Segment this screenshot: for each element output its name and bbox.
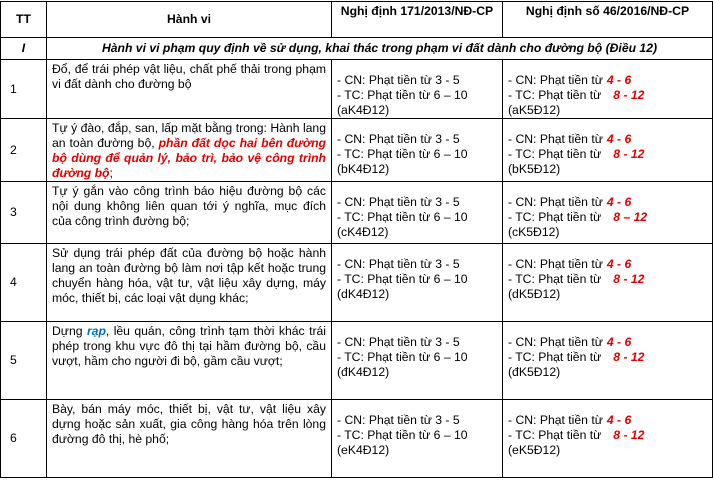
row-behavior (47, 182, 332, 244)
row-decree-46 (503, 60, 713, 119)
new-cn-penalty (508, 413, 707, 428)
new-cn-penalty (508, 335, 707, 350)
new-tc-penalty (508, 147, 707, 162)
new-code: (bK5Đ12) (508, 162, 561, 176)
new-tc-label: - TC: Phạt tiền từ (508, 88, 602, 102)
behavior-text: Tự ý đào, đắp, san, lấp mặt bằng trong: Hành lang an toàn đường bộ, (52, 121, 326, 150)
new-tc-label: - TC: Phạt tiền từ (508, 147, 602, 161)
row-decree-171 (332, 119, 503, 182)
old-tc-penalty: - TC: Phạt tiền từ 6 – 10 (337, 210, 468, 224)
header-row (1, 2, 713, 38)
table-row (1, 400, 713, 478)
new-cn-amount: 4 - 6 (606, 413, 632, 427)
new-tc-penalty (508, 210, 707, 225)
table-row (1, 119, 713, 182)
old-tc-penalty: - TC: Phạt tiền từ 6 – 10 (337, 147, 468, 161)
penalty-comparison-table (0, 1, 713, 478)
row-number: 6 (1, 400, 47, 478)
new-cn-amount: 4 - 6 (606, 132, 632, 146)
behavior-highlight: rạp (86, 324, 106, 338)
new-tc-penalty (508, 88, 707, 103)
old-cn-penalty: - CN: Phạt tiền từ 3 - 5 (337, 413, 460, 427)
old-code: (eK4Đ12) (337, 443, 390, 457)
section-number: I (1, 38, 47, 60)
row-decree-46 (503, 119, 713, 182)
behavior-text: ; (109, 166, 113, 180)
row-number: 1 (1, 60, 47, 119)
new-cn-label: - CN: Phạt tiền từ (508, 257, 603, 271)
new-tc-amount: 8 - 12 (613, 428, 645, 442)
behavior-text: Đổ, để trái phép vật liệu, chất phế thải trong phạm vi đất dành cho đường bộ (52, 62, 326, 91)
header-decree-46: Nghị định số 46/2016/NĐ-CP (503, 2, 713, 38)
new-code: (eK5Đ12) (508, 443, 561, 457)
new-cn-label: - CN: Phạt tiền từ (508, 132, 603, 146)
row-decree-46 (503, 244, 713, 322)
new-cn-label: - CN: Phạt tiền từ (508, 195, 603, 209)
old-tc-penalty: - TC: Phạt tiền từ 6 – 10 (337, 272, 468, 286)
new-tc-amount: 8 - 12 (613, 272, 645, 286)
row-number: 2 (1, 119, 47, 182)
row-decree-171 (332, 400, 503, 478)
table-row (1, 182, 713, 244)
old-cn-penalty: - CN: Phạt tiền từ 3 - 5 (337, 73, 460, 87)
row-behavior (47, 322, 332, 400)
new-cn-penalty (508, 257, 707, 272)
old-code: (đK4Đ12) (337, 365, 390, 379)
row-decree-46 (503, 322, 713, 400)
new-tc-label: - TC: Phạt tiền từ (508, 272, 602, 286)
new-code: (đK5Đ12) (508, 365, 561, 379)
row-number: 3 (1, 182, 47, 244)
table-row (1, 60, 713, 119)
new-tc-penalty (508, 428, 707, 443)
behavior-highlight: phần đất dọc hai bên đường bộ dùng để quản lý, bảo trì, bảo vệ công trình đường bộ (52, 136, 327, 180)
new-cn-penalty (508, 73, 707, 88)
row-behavior (47, 400, 332, 478)
row-behavior (47, 60, 332, 119)
old-tc-penalty: - TC: Phạt tiền từ 6 – 10 (337, 88, 468, 102)
row-decree-171 (332, 322, 503, 400)
row-decree-46 (503, 182, 713, 244)
row-number: 4 (1, 244, 47, 322)
row-decree-171 (332, 60, 503, 119)
behavior-text: Sử dụng trái phép đất của đường bộ hoặc hành lang an toàn đường bộ làm nơi tập kết hoặc trung chuyển hàng hóa, vật tư, vật liệu xây dựng, máy móc, thiết bị, các loại vật dụng khác; (52, 246, 326, 305)
new-tc-label: - TC: Phạt tiền từ (508, 428, 602, 442)
table-row (1, 244, 713, 322)
new-tc-penalty (508, 350, 707, 365)
new-tc-amount: 8 - 12 (613, 147, 645, 161)
new-tc-penalty (508, 272, 707, 287)
header-decree-171: Nghị định 171/2013/NĐ-CP (332, 2, 503, 38)
old-code: (cK4Đ12) (337, 225, 389, 239)
new-cn-amount: 4 - 6 (606, 195, 632, 209)
row-behavior (47, 119, 332, 182)
behavior-text: Bày, bán máy móc, thiết bị, vật tư, vật liệu xây dựng hoặc sản xuất, gia công hàng hóa trên lòng đường đô thị, hè phố; (52, 402, 326, 446)
new-tc-amount: 8 - 12 (613, 88, 645, 102)
new-cn-label: - CN: Phạt tiền từ (508, 413, 603, 427)
old-cn-penalty: - CN: Phạt tiền từ 3 - 5 (337, 335, 460, 349)
header-tt: TT (1, 2, 47, 38)
old-tc-penalty: - TC: Phạt tiền từ 6 – 10 (337, 350, 468, 364)
section-row (1, 38, 713, 60)
new-code: (cK5Đ12) (508, 225, 560, 239)
row-number: 5 (1, 322, 47, 400)
old-code: (aK4Đ12) (337, 103, 390, 117)
new-cn-label: - CN: Phạt tiền từ (508, 335, 603, 349)
new-cn-amount: 4 - 6 (606, 257, 632, 271)
new-cn-amount: 4 - 6 (606, 73, 632, 87)
row-decree-171 (332, 244, 503, 322)
new-code: (aK5Đ12) (508, 103, 561, 117)
new-tc-label: - TC: Phạt tiền từ (508, 350, 602, 364)
old-cn-penalty: - CN: Phạt tiền từ 3 - 5 (337, 132, 460, 146)
row-decree-46 (503, 400, 713, 478)
new-tc-amount: 8 – 12 (613, 210, 648, 224)
header-behavior: Hành vi (47, 2, 332, 38)
old-tc-penalty: - TC: Phạt tiền từ 6 – 10 (337, 428, 468, 442)
new-cn-penalty (508, 195, 707, 210)
old-cn-penalty: - CN: Phạt tiền từ 3 - 5 (337, 195, 460, 209)
new-cn-label: - CN: Phạt tiền từ (508, 73, 603, 87)
row-behavior (47, 244, 332, 322)
old-code: (bK4Đ12) (337, 162, 390, 176)
behavior-text: , lều quán, công trình tạm thời khác trái phép trong khu vực đô thị tại hầm đường bộ, cầu vượt, hầm cho người đi bộ, gầm cầu vượt; (52, 324, 326, 368)
new-tc-label: - TC: Phạt tiền từ (508, 210, 602, 224)
new-cn-amount: 4 - 6 (606, 335, 632, 349)
row-decree-171 (332, 182, 503, 244)
table-row (1, 322, 713, 400)
behavior-text: Tự ý gắn vào công trình báo hiệu đường bộ các nội dung không liên quan tới ý nghĩa, mục đích của công trình đường bộ; (52, 184, 326, 228)
new-cn-penalty (508, 132, 707, 147)
new-code: (dK5Đ12) (508, 287, 561, 301)
old-cn-penalty: - CN: Phạt tiền từ 3 - 5 (337, 257, 460, 271)
section-title: Hành vi vi phạm quy định về sử dụng, khai thác trong phạm vi đất dành cho đường bộ (Điều 12) (47, 38, 713, 60)
behavior-text: Dựng (52, 324, 87, 338)
old-code: (dK4Đ12) (337, 287, 390, 301)
new-tc-amount: 8 - 12 (613, 350, 645, 364)
